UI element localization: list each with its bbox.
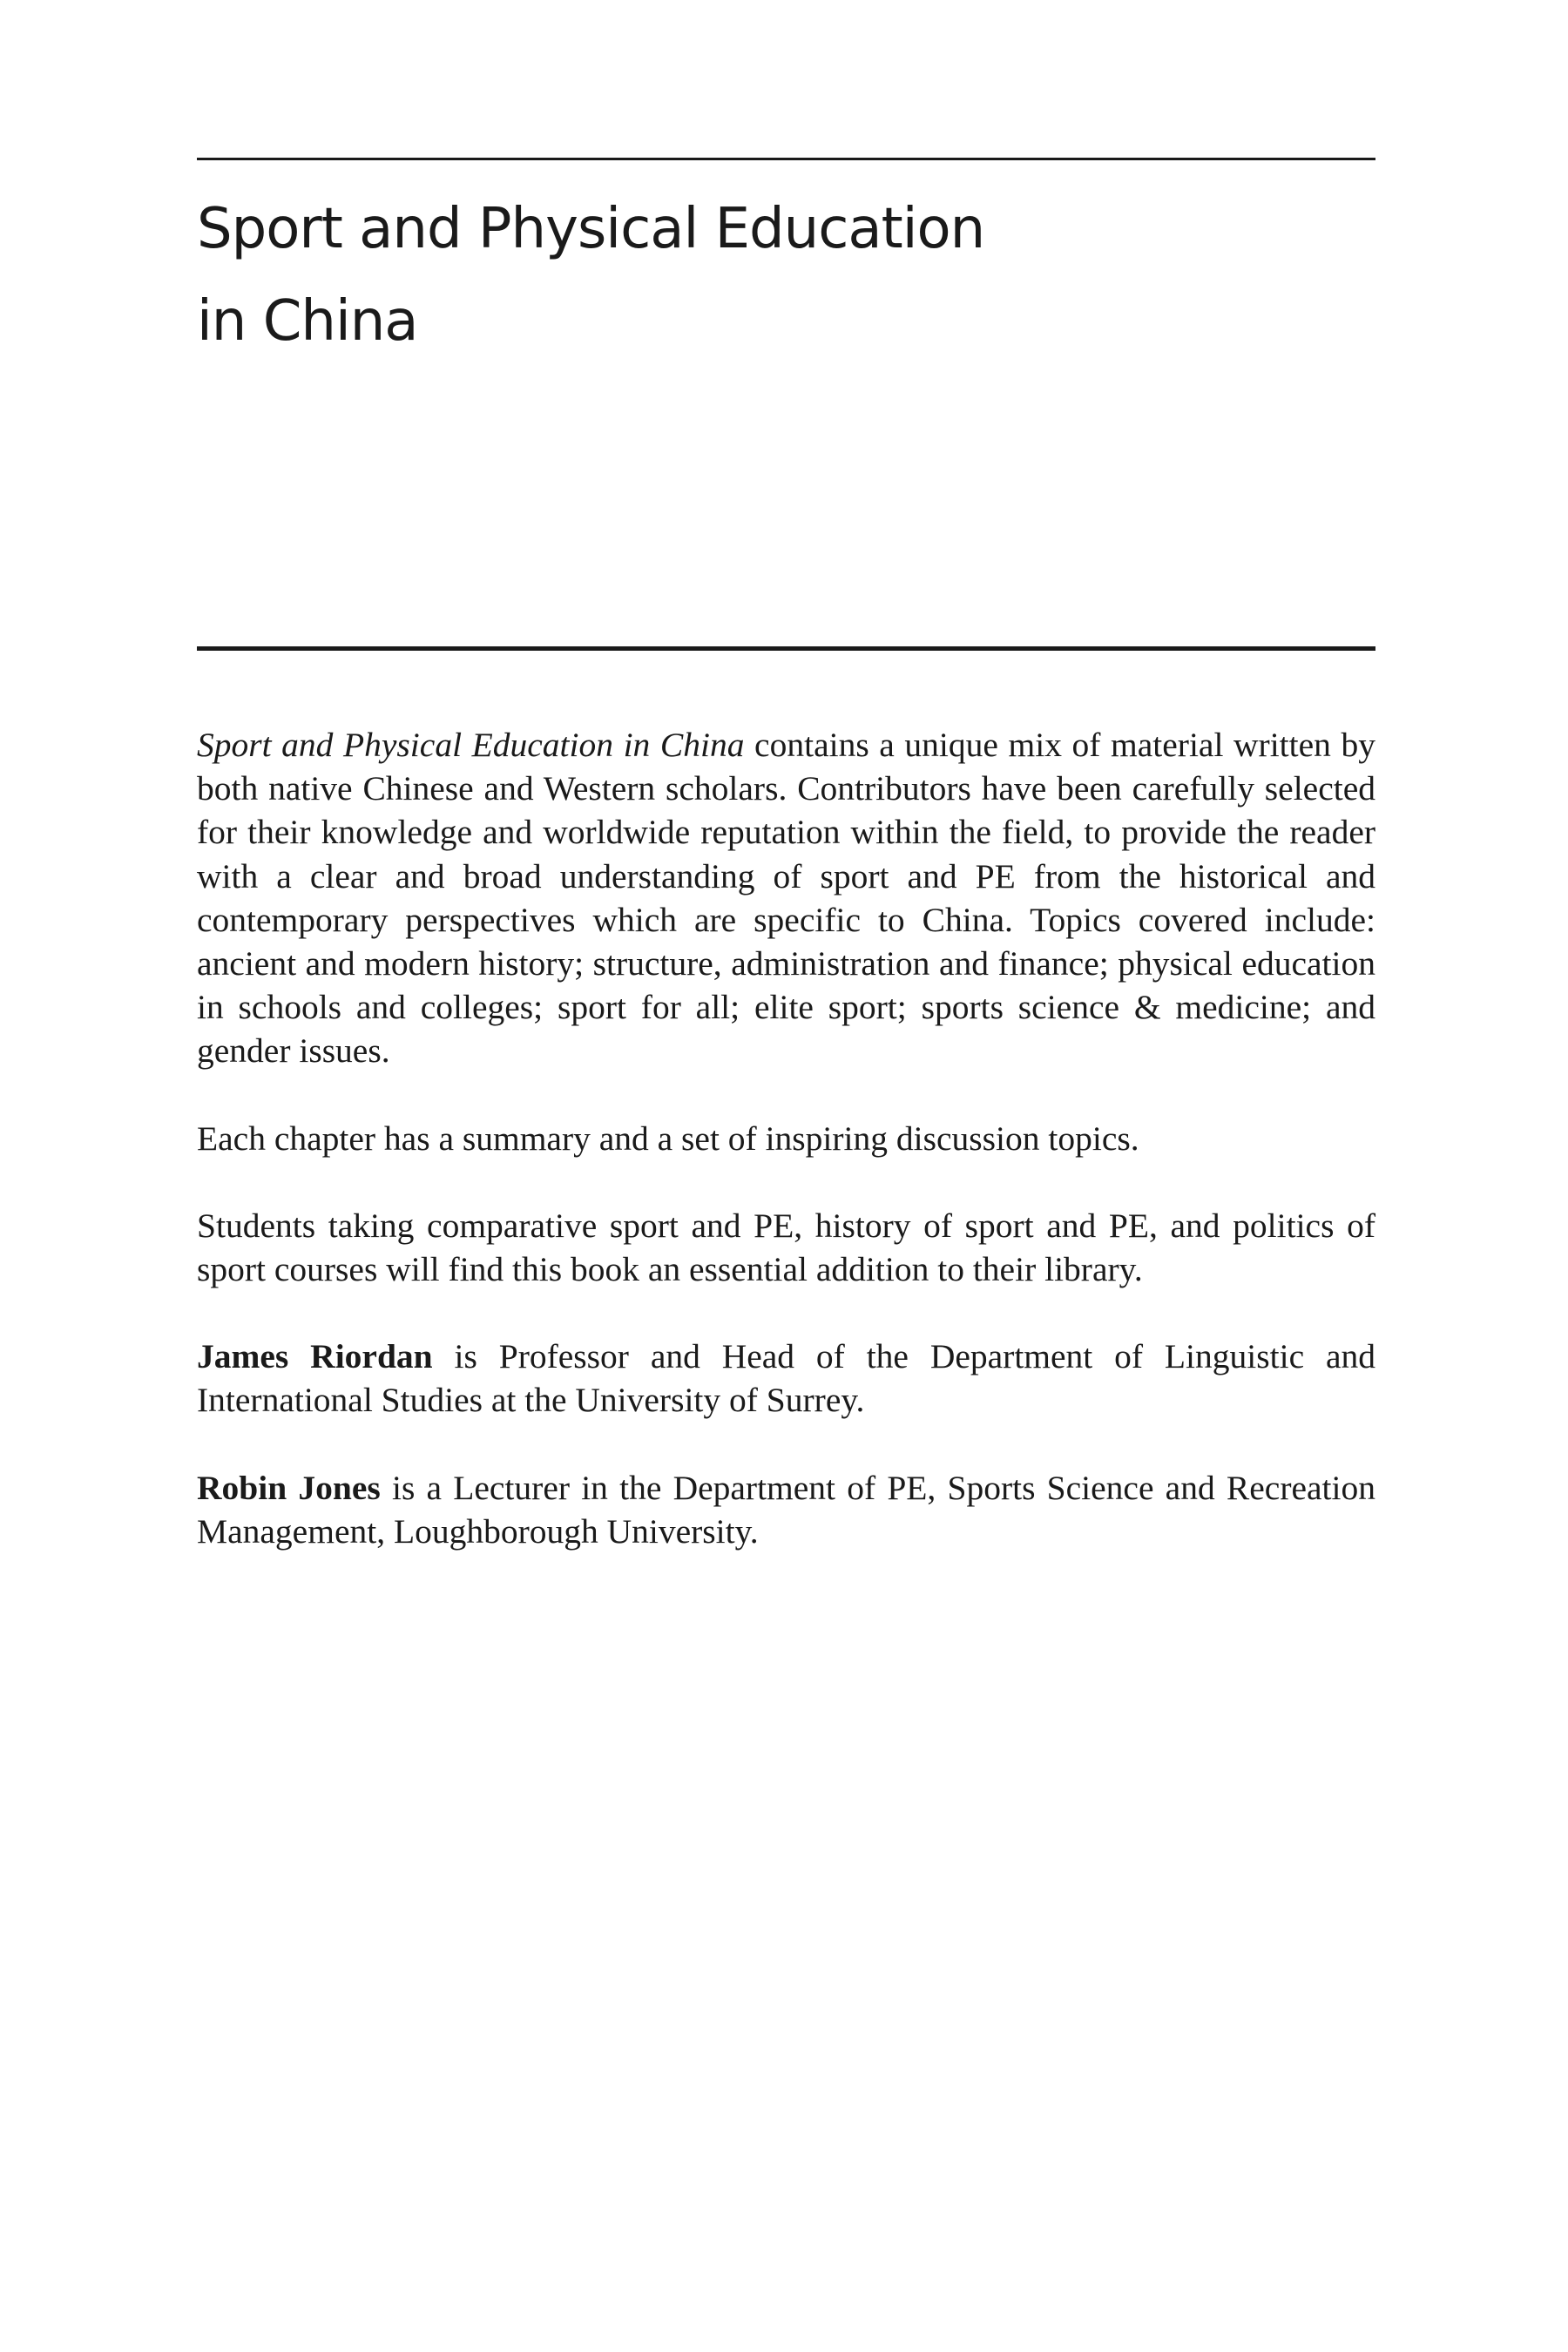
top-rule — [197, 158, 1375, 160]
author-name: James Riordan — [197, 1337, 433, 1376]
book-title-italic: Sport and Physical Education in China — [197, 726, 745, 764]
description-text: contains a unique mix of material written by both native Chinese and Western scholars. Contributors have been carefully selected for their knowledge and worldwide reputation within the field, to provide the reader with a clear and broad understanding of sport and PE from the historical and contemporary perspectives which are specific to China. Topics covered include: ancient and modern history; structure, administration and finance; physical education in schools and colleges; sport for all; elite sport; sports science & medicine; and gender issues. — [197, 726, 1375, 1071]
chapter-note-paragraph: Each chapter has a summary and a set of inspiring discussion topics. — [197, 1119, 1139, 1158]
title-line-1: Sport and Physical Education — [197, 197, 985, 261]
description-paragraph — [197, 723, 1375, 1073]
title-line-2: in China — [197, 289, 418, 354]
author-bio-jones — [197, 1466, 1375, 1553]
section-rule — [197, 646, 1375, 651]
blurb — [197, 723, 1375, 1597]
audience-paragraph: Students taking comparative sport and PE, history of sport and PE, and politics of sport courses will find this book an essential addition to their library. — [197, 1206, 1375, 1289]
author-bio-text: is a Lecturer in the Department of PE, Sports Science and Recreation Management, Loughborough University. — [197, 1468, 1375, 1551]
author-bio-riordan — [197, 1335, 1375, 1422]
author-name: Robin Jones — [197, 1468, 381, 1507]
page-title — [197, 183, 1375, 368]
author-bio-text: is Professor and Head of the Department of Linguistic and International Studies at the University of Surrey. — [197, 1337, 1375, 1420]
